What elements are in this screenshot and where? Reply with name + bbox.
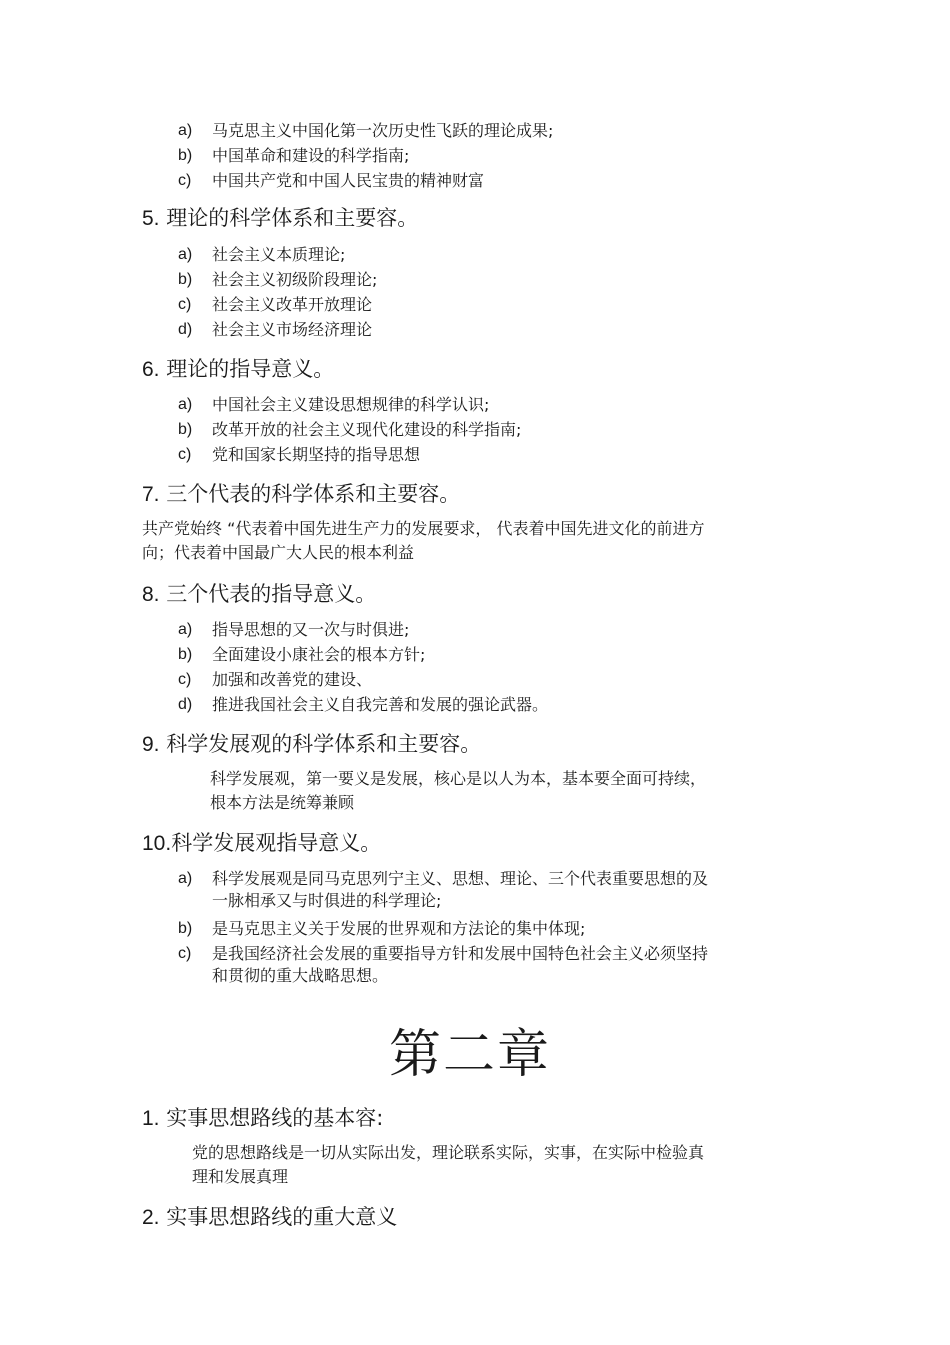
section-heading bbox=[142, 830, 381, 857]
item-text: 党和国家长期坚持的指导思想 bbox=[212, 445, 421, 464]
section-title: 科学发展观指导意义。 bbox=[171, 831, 382, 855]
item-text: 加强和改善党的建设、 bbox=[212, 670, 373, 689]
section-title: 科学发展观的科学体系和主要容。 bbox=[166, 732, 482, 756]
item-text: 是我国经济社会发展的重要指导方针和发展中国特色社会主义必须坚持 bbox=[212, 944, 709, 963]
item-label: a) bbox=[178, 246, 193, 263]
item-label: b) bbox=[178, 147, 193, 164]
section-heading bbox=[142, 581, 376, 608]
item-text: 社会主义本质理论; bbox=[212, 245, 346, 264]
item-text: 一脉相承又与时俱进的科学理论; bbox=[212, 891, 442, 910]
item-text: 推进我国社会主义自我完善和发展的强论武器。 bbox=[212, 695, 549, 714]
item-label: a) bbox=[178, 122, 193, 139]
item-text: 和贯彻的重大战略思想。 bbox=[212, 966, 389, 985]
section-title: 理论的科学体系和主要容。 bbox=[166, 206, 419, 230]
section-number: 1. bbox=[142, 1107, 160, 1130]
section-heading bbox=[142, 356, 334, 383]
item-text: 是马克思主义关于发展的世界观和方法论的集中体现; bbox=[212, 919, 586, 938]
item-text: 改革开放的社会主义现代化建设的科学指南; bbox=[212, 420, 522, 439]
section-number: 5. bbox=[142, 207, 160, 230]
paragraph-line: 共产党始终 “代表着中国先进生产力的发展要求， 代表着中国先进文化的前进方 bbox=[142, 519, 705, 538]
section-number: 10. bbox=[142, 832, 172, 855]
item-label: b) bbox=[178, 920, 193, 937]
item-text: 中国共产党和中国人民宝贵的精神财富 bbox=[212, 171, 485, 190]
item-label: b) bbox=[178, 646, 193, 663]
paragraph-line: 根本方法是统筹兼顾 bbox=[210, 793, 355, 812]
section-heading bbox=[142, 1105, 383, 1132]
item-label: b) bbox=[178, 421, 193, 438]
section-title: 理论的指导意义。 bbox=[166, 357, 335, 381]
item-text: 马克思主义中国化第一次历史性飞跃的理论成果; bbox=[212, 121, 554, 140]
item-text: 中国革命和建设的科学指南; bbox=[212, 146, 410, 165]
section-title: 三个代表的指导意义。 bbox=[166, 582, 377, 606]
section-title: 实事思想路线的基本容: bbox=[166, 1106, 384, 1130]
item-label: a) bbox=[178, 870, 193, 887]
item-text: 科学发展观是同马克思列宁主义、思想、理论、三个代表重要思想的及 bbox=[212, 869, 709, 888]
section-title: 实事思想路线的重大意义 bbox=[166, 1205, 398, 1229]
section-number: 7. bbox=[142, 483, 160, 506]
paragraph-line: 理和发展真理 bbox=[192, 1167, 289, 1186]
item-label: a) bbox=[178, 396, 193, 413]
section-heading bbox=[142, 731, 481, 758]
paragraph-line: 向；代表着中国最广大人民的根本利益 bbox=[142, 543, 415, 562]
item-label: a) bbox=[178, 621, 193, 638]
item-text: 全面建设小康社会的根本方针; bbox=[212, 645, 426, 664]
section-number: 2. bbox=[142, 1206, 160, 1229]
item-text: 社会主义初级阶段理论; bbox=[212, 270, 378, 289]
section-heading bbox=[142, 205, 418, 232]
section-heading bbox=[142, 1204, 397, 1231]
paragraph-line: 科学发展观，第一要义是发展，核心是以人为本，基本要全面可持续， bbox=[210, 769, 707, 788]
item-label: c) bbox=[178, 296, 192, 313]
item-label: b) bbox=[178, 271, 193, 288]
section-heading bbox=[142, 481, 460, 508]
item-label: d) bbox=[178, 696, 193, 713]
item-label: c) bbox=[178, 945, 192, 962]
section-number: 6. bbox=[142, 358, 160, 381]
item-text: 指导思想的又一次与时俱进; bbox=[212, 620, 410, 639]
item-text: 社会主义改革开放理论 bbox=[212, 295, 373, 314]
item-text: 社会主义市场经济理论 bbox=[212, 320, 373, 339]
item-label: c) bbox=[178, 671, 192, 688]
paragraph-line: 党的思想路线是一切从实际出发，理论联系实际，实事，在实际中检验真 bbox=[192, 1143, 705, 1162]
section-number: 8. bbox=[142, 583, 160, 606]
item-label: c) bbox=[178, 172, 192, 189]
item-label: d) bbox=[178, 321, 193, 338]
item-label: c) bbox=[178, 446, 192, 463]
section-number: 9. bbox=[142, 733, 160, 756]
chapter-title: 第二章 bbox=[388, 1025, 551, 1085]
section-title: 三个代表的科学体系和主要容。 bbox=[166, 482, 461, 506]
item-text: 中国社会主义建设思想规律的科学认识; bbox=[212, 395, 490, 414]
